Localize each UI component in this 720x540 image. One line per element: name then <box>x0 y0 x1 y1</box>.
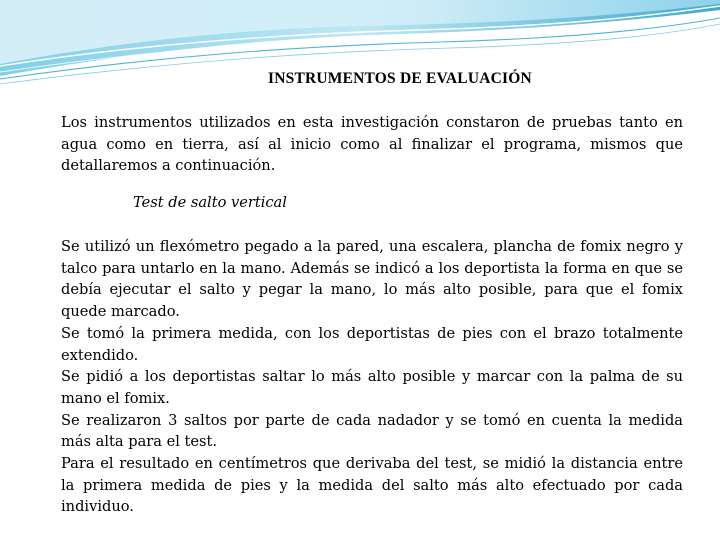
section-heading: Test de salto vertical <box>133 194 287 211</box>
intro-paragraph: Los instrumentos utilizados en esta investigación constaron de pruebas tanto en agua como en tierra, así al inicio como al finalizar el programa, mismos que detallaremos a continuación. <box>61 114 683 175</box>
body-paragraph: Para el resultado en centímetros que derivaba del test, se midió la distancia entre la primera medida de pies y la medida del salto más alto efectuado por cada individuo. <box>61 455 683 516</box>
body-paragraph: Se realizaron 3 saltos por parte de cada nadador y se tomó en cuenta la medida más alta para el test. <box>61 411 683 451</box>
body-paragraph: Se utilizó un flexómetro pegado a la pared, una escalera, plancha de fomix negro y talco para untarlo en la mano. Además se indicó a los deportista la forma en que se debía ejecutar el salto y pegar la mano, lo más alto posible, para que el fomix quede marcado. <box>61 238 683 321</box>
body-paragraph: Se tomó la primera medida, con los deportistas de pies con el brazo totalmente extendido. <box>61 324 683 364</box>
body-paragraph: Se pidió a los deportistas saltar lo más alto posible y marcar con la palma de su mano el fomix. <box>61 368 683 407</box>
body-text <box>61 236 683 518</box>
page-title: INSTRUMENTOS DE EVALUACIÓN <box>268 70 532 87</box>
